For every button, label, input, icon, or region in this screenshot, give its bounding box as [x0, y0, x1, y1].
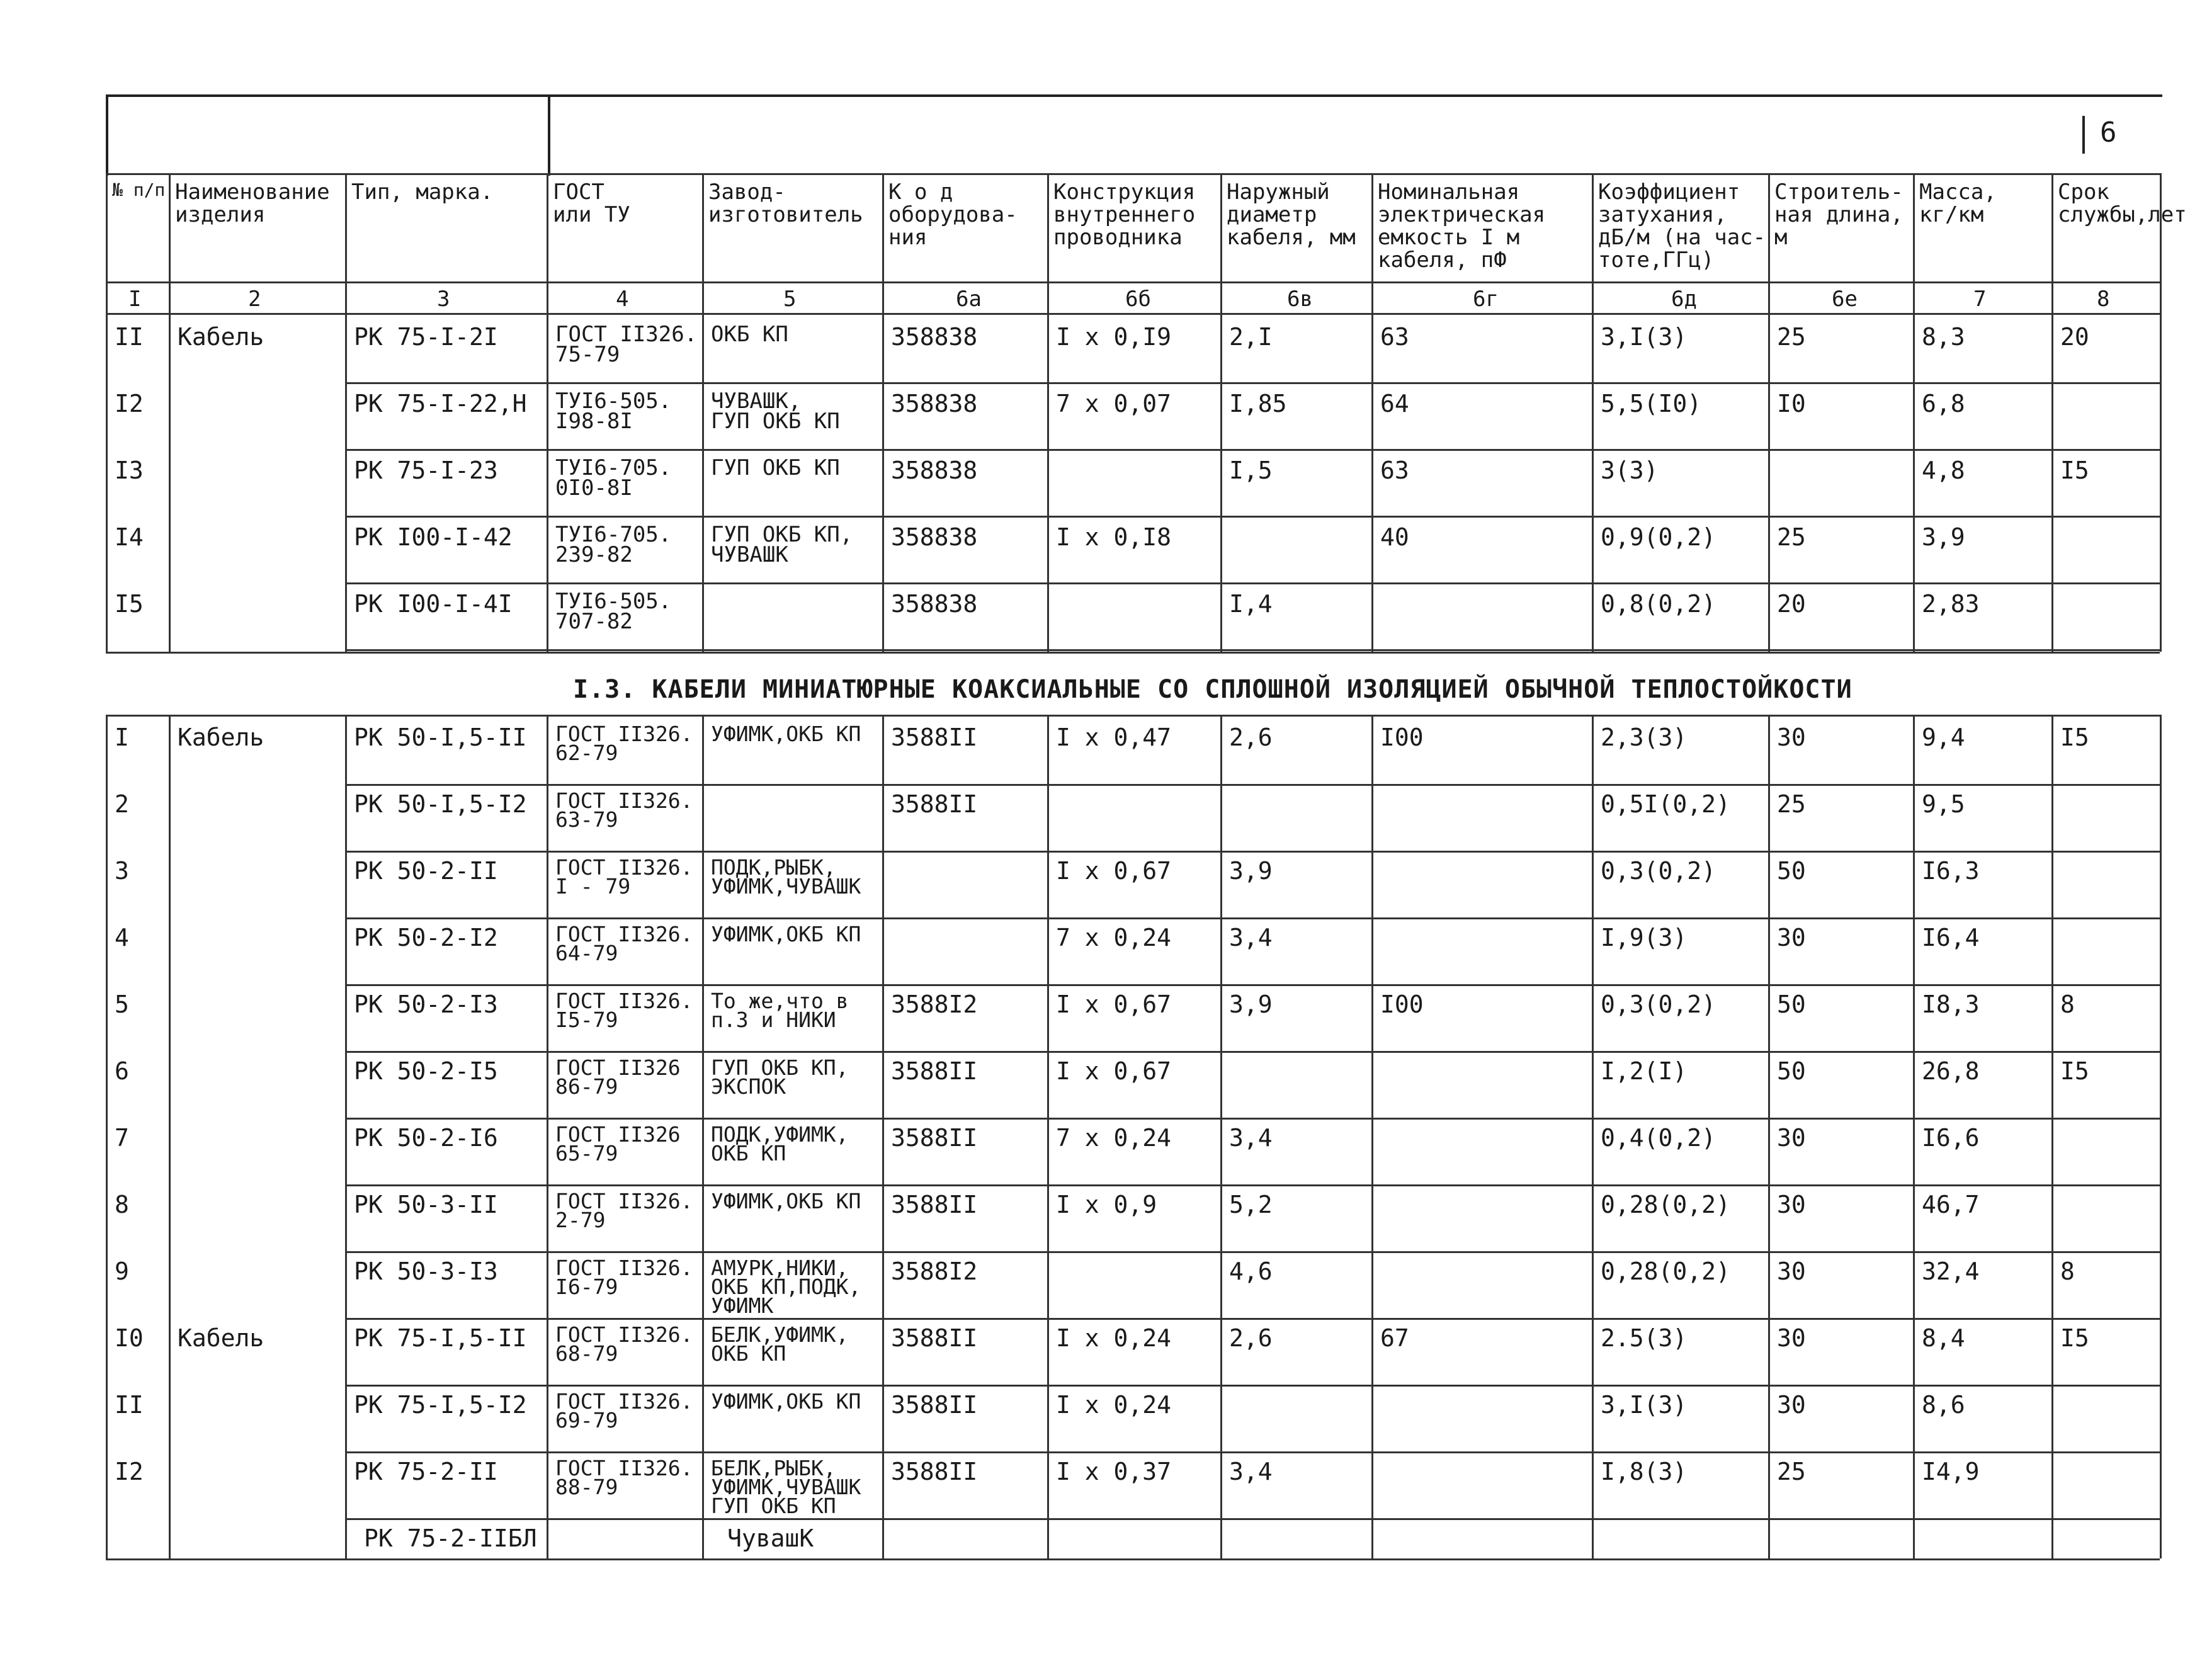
row-b-maker: То же,что в п.3 и НИКИ — [711, 989, 849, 1032]
section-a-column-rule — [702, 313, 704, 652]
header-column-rule — [1913, 173, 1915, 313]
row-b-mark: РК 50-2-II — [354, 857, 498, 885]
row-b-mass: I6,6 — [1922, 1124, 1980, 1152]
row-b-diam: 3,4 — [1229, 924, 1273, 951]
row-rule — [345, 582, 2160, 584]
row-a-name: Кабель — [178, 323, 264, 351]
page-number-divider — [2082, 116, 2085, 154]
row-a-mass: 8,3 — [1922, 323, 1965, 351]
row-b-mark: РК 50-3-I3 — [354, 1257, 498, 1285]
row-rule — [345, 1385, 2160, 1387]
row-b-mark: РК 50-2-I2 — [354, 924, 498, 951]
row-b-mark: РК 50-3-II — [354, 1191, 498, 1218]
row-b-cap: 67 — [1380, 1324, 1409, 1352]
row-rule — [345, 516, 2160, 518]
header-constr: Конструкция внутреннего проводника — [1053, 179, 1196, 250]
row-b-gost: ГОСТ II326 65-79 — [555, 1122, 681, 1166]
column-numbers-rule — [106, 313, 2160, 315]
column-number: 7 — [1973, 287, 1987, 312]
header-len: Строитель- ная длина, м — [1774, 179, 1903, 250]
row-a-no: I4 — [115, 523, 144, 551]
section-a-column-rule — [1592, 313, 1594, 652]
row-b-len: 30 — [1777, 1324, 1806, 1352]
header-column-rule — [1220, 173, 1222, 313]
row-b-mass: 32,4 — [1922, 1257, 1980, 1285]
section-a-column-rule — [1371, 313, 1373, 652]
row-a-no: I5 — [115, 590, 144, 618]
header-column-rule — [345, 173, 347, 313]
row-b-no: 6 — [115, 1057, 129, 1085]
column-number: 6г — [1473, 287, 1499, 312]
row-b-no: 3 — [115, 857, 129, 885]
section-b-column-rule — [1371, 715, 1373, 1558]
header-no: № п/п — [112, 179, 166, 200]
row-b-mass: 26,8 — [1922, 1057, 1980, 1085]
column-number: I — [128, 287, 142, 312]
row-b-mass: 9,4 — [1922, 724, 1965, 751]
row-a-len: 25 — [1777, 523, 1806, 551]
row-b-mass: I6,4 — [1922, 924, 1980, 951]
row-b-len: 30 — [1777, 1124, 1806, 1152]
header-frame — [106, 94, 2162, 176]
section-b-top-rule — [106, 715, 2160, 717]
row-b-att: I,8(3) — [1601, 1458, 1688, 1485]
row-b-maker: УФИМК,ОКБ КП — [711, 722, 861, 746]
row-b-gost: ГОСТ II326 86-79 — [555, 1055, 681, 1099]
row-b-mass: 8,4 — [1922, 1324, 1965, 1352]
cable-table — [106, 173, 2187, 1596]
row-b-diam: 3,9 — [1229, 990, 1273, 1018]
row-b-constr: I x 0,67 — [1056, 1057, 1172, 1085]
row-b-cap: I00 — [1380, 990, 1424, 1018]
row-b-constr: I x 0,67 — [1056, 990, 1172, 1018]
row-a-mark: РК I00-I-42 — [354, 523, 513, 551]
row-b-constr: I x 0,9 — [1056, 1191, 1157, 1218]
row-b-no: 7 — [115, 1124, 129, 1152]
column-number: 6в — [1287, 287, 1313, 312]
row-b-mark: РК 50-2-I5 — [354, 1057, 498, 1085]
row-b-mass: I6,3 — [1922, 857, 1980, 885]
row-rule — [345, 1184, 2160, 1186]
row-a-cap: 63 — [1380, 323, 1409, 351]
row-b-life: I5 — [2060, 1057, 2089, 1085]
row-b-constr: 7 x 0,24 — [1056, 924, 1172, 951]
row-rule — [345, 984, 2160, 986]
row-b-diam: 3,4 — [1229, 1124, 1273, 1152]
row-b-no: I2 — [115, 1458, 144, 1485]
row-a-att: 0,9(0,2) — [1601, 523, 1716, 551]
row-b-att: 0,3(0,2) — [1601, 990, 1716, 1018]
header-maker: Завод- изготовитель — [708, 179, 863, 227]
row-rule — [345, 1118, 2160, 1120]
row-b-len: 25 — [1777, 790, 1806, 818]
header-column-rule — [1592, 173, 1594, 313]
header-code: К о д оборудова- ния — [888, 179, 1018, 250]
header-diam: Наружный диаметр кабеля, мм — [1227, 179, 1356, 250]
section-b-column-rule — [1047, 715, 1049, 1558]
row-b-len: 50 — [1777, 857, 1806, 885]
row-b-maker: АМУРК,НИКИ, ОКБ КП,ПОДК, УФИМК — [711, 1256, 861, 1318]
column-number: 6а — [956, 287, 982, 312]
header-column-rule — [1768, 173, 1770, 313]
column-number: 3 — [437, 287, 450, 312]
section-b-column-rule — [702, 715, 704, 1558]
row-b-constr: I x 0,24 — [1056, 1324, 1172, 1352]
row-b-maker: УФИМК,ОКБ КП — [711, 1189, 861, 1213]
row-a-mass: 3,9 — [1922, 523, 1965, 551]
row-b-gost: ГОСТ II326. 62-79 — [555, 722, 693, 765]
row-b-no: 4 — [115, 924, 129, 951]
row-b-maker: БЕЛК,РЫБК, УФИМК,ЧУВАШК ГУП ОКБ КП — [711, 1456, 861, 1518]
row-rule — [345, 851, 2160, 853]
row-a-code: 358838 — [891, 323, 978, 351]
row-a-mark: РК 75-I-2I — [354, 323, 498, 351]
header-column-rule — [1047, 173, 1049, 313]
row-b-code: 3588II — [891, 1324, 978, 1352]
extra-row-maker: ЧувашК — [727, 1524, 814, 1552]
section-title: I.3. КАБЕЛИ МИНИАТЮРНЫЕ КОАКСИАЛЬНЫЕ СО СПЛОШНОЙ ИЗОЛЯЦИЕЙ ОБЫЧНОЙ ТЕПЛОСТОЙКОСТИ — [573, 675, 1852, 704]
column-number: 8 — [2097, 287, 2110, 312]
row-b-len: 25 — [1777, 1458, 1806, 1485]
row-b-len: 30 — [1777, 1191, 1806, 1218]
row-rule — [345, 917, 2160, 919]
row-rule — [345, 649, 2160, 651]
row-b-no: 8 — [115, 1191, 129, 1218]
row-a-constr: 7 x 0,07 — [1056, 390, 1172, 417]
section-a-bottom-rule — [106, 652, 2160, 654]
header-column-rule — [106, 173, 108, 313]
section-a-column-rule — [547, 313, 548, 652]
row-b-mark: РК 50-I,5-II — [354, 724, 527, 751]
section-b-column-rule — [345, 715, 347, 1558]
row-a-maker: ОКБ КП — [711, 322, 788, 347]
row-a-mark: РК I00-I-4I — [354, 590, 513, 618]
row-a-code: 358838 — [891, 590, 978, 618]
row-a-diam: I,4 — [1229, 590, 1273, 618]
row-b-life: 8 — [2060, 990, 2075, 1018]
row-b-gost: ГОСТ II326. I5-79 — [555, 989, 693, 1032]
row-a-code: 358838 — [891, 390, 978, 417]
section-a-column-rule — [2160, 313, 2162, 652]
row-b-gost: ГОСТ II326. 63-79 — [555, 788, 693, 832]
row-rule — [345, 784, 2160, 786]
row-a-maker: ГУП ОКБ КП, ЧУВАШК — [711, 522, 853, 567]
header-column-rule — [1371, 173, 1373, 313]
row-a-mass: 6,8 — [1922, 390, 1965, 417]
header-divider — [548, 97, 550, 176]
row-b-constr: I x 0,67 — [1056, 857, 1172, 885]
row-b-code: 3588II — [891, 790, 978, 818]
section-a-column-rule — [169, 313, 171, 652]
row-a-gost: ТУI6-505. 707-82 — [555, 589, 672, 634]
header-cap: Номинальная электрическая емкость I м кабеля, пФ — [1378, 179, 1546, 273]
row-b-diam: 2,6 — [1229, 1324, 1273, 1352]
header-gost: ГОСТ или ТУ — [553, 179, 630, 227]
row-b-att: 0,28(0,2) — [1601, 1191, 1730, 1218]
row-rule — [345, 382, 2160, 384]
row-b-maker: ПОДК,РЫБК, УФИМК,ЧУВАШК — [711, 855, 861, 899]
row-b-att: 0,3(0,2) — [1601, 857, 1716, 885]
row-b-code: 3588II — [891, 724, 978, 751]
row-b-len: 30 — [1777, 1391, 1806, 1419]
row-a-gost: ТУI6-505. I98-8I — [555, 389, 672, 434]
row-b-mass: 46,7 — [1922, 1191, 1980, 1218]
header-bottom-rule — [106, 281, 2160, 283]
row-b-code: 3588II — [891, 1458, 978, 1485]
row-a-att: 0,8(0,2) — [1601, 590, 1716, 618]
header-column-rule — [2160, 173, 2162, 313]
row-a-len: 20 — [1777, 590, 1806, 618]
section-a-column-rule — [1768, 313, 1770, 652]
column-number: 6д — [1671, 287, 1697, 312]
row-b-code: 3588II — [891, 1124, 978, 1152]
row-b-len: 50 — [1777, 1057, 1806, 1085]
section-b-column-rule — [2160, 715, 2162, 1558]
row-b-att: 0,28(0,2) — [1601, 1257, 1730, 1285]
row-a-cap: 63 — [1380, 457, 1409, 484]
row-b-len: 50 — [1777, 990, 1806, 1018]
row-b-cap: I00 — [1380, 724, 1424, 751]
row-b-code: 3588I2 — [891, 1257, 978, 1285]
row-b-no: I — [115, 724, 129, 751]
row-b-att: 2,3(3) — [1601, 724, 1688, 751]
row-a-att: 3,I(3) — [1601, 323, 1688, 351]
row-b-code: 3588II — [891, 1191, 978, 1218]
row-b-no: II — [115, 1391, 144, 1419]
row-b-len: 30 — [1777, 724, 1806, 751]
row-b-maker: ПОДК,УФИМК, ОКБ КП — [711, 1122, 849, 1166]
row-b-att: I,9(3) — [1601, 924, 1688, 951]
row-b-len: 30 — [1777, 1257, 1806, 1285]
row-b-no: I0 — [115, 1324, 144, 1352]
row-b-mass: 9,5 — [1922, 790, 1965, 818]
row-b-mark: РК 50-2-I6 — [354, 1124, 498, 1152]
row-b-att: 0,4(0,2) — [1601, 1124, 1716, 1152]
header-att: Коэффициент затухания, дБ/м (на час- тоте,ГГц) — [1598, 179, 1766, 273]
row-b-code: 3588II — [891, 1391, 978, 1419]
extra-row-mark: РК 75-2-IIБЛ — [364, 1524, 537, 1552]
row-rule — [345, 1251, 2160, 1253]
row-rule — [345, 1518, 2160, 1520]
row-a-code: 358838 — [891, 523, 978, 551]
row-b-maker: ГУП ОКБ КП, ЭКСПОК — [711, 1055, 849, 1099]
row-b-mass: I4,9 — [1922, 1458, 1980, 1485]
row-b-code: 3588I2 — [891, 990, 978, 1018]
header-column-rule — [2051, 173, 2053, 313]
row-b-maker: УФИМК,ОКБ КП — [711, 922, 861, 946]
row-b-maker: БЕЛК,УФИМК, ОКБ КП — [711, 1322, 849, 1366]
header-column-rule — [547, 173, 548, 313]
row-b-diam: 3,9 — [1229, 857, 1273, 885]
row-a-mark: РК 75-I-23 — [354, 457, 498, 484]
row-b-mark: РК 50-2-I3 — [354, 990, 498, 1018]
section-b-column-rule — [2051, 715, 2053, 1558]
row-b-gost: ГОСТ II326. 69-79 — [555, 1389, 693, 1433]
row-a-life: I5 — [2060, 457, 2089, 484]
section-a-column-rule — [1913, 313, 1915, 652]
table-bottom-rule — [106, 1558, 2160, 1560]
row-a-att: 3(3) — [1601, 457, 1659, 484]
row-a-len: I0 — [1777, 390, 1806, 417]
column-number: 6е — [1832, 287, 1858, 312]
row-a-len: 25 — [1777, 323, 1806, 351]
row-b-att: 0,5I(0,2) — [1601, 790, 1730, 818]
row-b-diam: 3,4 — [1229, 1458, 1273, 1485]
section-b-column-rule — [106, 715, 108, 1558]
row-b-life: 8 — [2060, 1257, 2075, 1285]
header-name: Наименование изделия — [175, 179, 330, 227]
header-column-rule — [882, 173, 884, 313]
row-b-constr: I x 0,24 — [1056, 1391, 1172, 1419]
section-b-column-rule — [169, 715, 171, 1558]
row-a-diam: 2,I — [1229, 323, 1273, 351]
row-a-gost: ТУI6-705. 0I0-8I — [555, 455, 672, 501]
section-a-column-rule — [1047, 313, 1049, 652]
row-a-mass: 4,8 — [1922, 457, 1965, 484]
row-b-no: 5 — [115, 990, 129, 1018]
row-a-cap: 40 — [1380, 523, 1409, 551]
section-b-column-rule — [1592, 715, 1594, 1558]
row-b-mark: РК 75-I,5-II — [354, 1324, 527, 1352]
row-b-diam: 2,6 — [1229, 724, 1273, 751]
row-b-no: 2 — [115, 790, 129, 818]
row-b-gost: ГОСТ II326. I6-79 — [555, 1256, 693, 1299]
row-b-gost: ГОСТ II326. 68-79 — [555, 1322, 693, 1366]
row-b-gost: ГОСТ II326. I - 79 — [555, 855, 693, 899]
section-a-column-rule — [2051, 313, 2053, 652]
row-b-gost: ГОСТ II326. 64-79 — [555, 922, 693, 965]
row-rule — [345, 449, 2160, 451]
row-b-mass: I8,3 — [1922, 990, 1980, 1018]
row-a-constr: I x 0,I9 — [1056, 323, 1172, 351]
row-b-maker: УФИМК,ОКБ КП — [711, 1389, 861, 1414]
header-column-rule — [169, 173, 171, 313]
row-a-maker: ГУП ОКБ КП — [711, 455, 840, 480]
header-column-rule — [702, 173, 704, 313]
header-mass: Масса, кг/км — [1919, 179, 1997, 227]
row-a-maker: ЧУВАШК, ГУП ОКБ КП — [711, 389, 840, 434]
section-b-column-rule — [1220, 715, 1222, 1558]
row-b-name: Кабель — [178, 724, 264, 751]
row-b-diam: 5,2 — [1229, 1191, 1273, 1218]
row-b-gost: ГОСТ II326. 2-79 — [555, 1189, 693, 1232]
row-b-code: 3588II — [891, 1057, 978, 1085]
row-rule — [345, 1318, 2160, 1320]
row-b-mass: 8,6 — [1922, 1391, 1965, 1419]
row-a-no: I2 — [115, 390, 144, 417]
row-b-life: I5 — [2060, 1324, 2089, 1352]
column-number: 6б — [1125, 287, 1151, 312]
row-a-no: I3 — [115, 457, 144, 484]
row-a-no: II — [115, 323, 144, 351]
row-b-gost: ГОСТ II326. 88-79 — [555, 1456, 693, 1499]
section-b-column-rule — [1913, 715, 1915, 1558]
column-number: 5 — [783, 287, 797, 312]
column-number: 2 — [248, 287, 261, 312]
row-a-diam: I,85 — [1229, 390, 1287, 417]
header-mark: Тип, марка. — [351, 179, 494, 205]
page-number: 6 — [2100, 116, 2117, 149]
row-b-constr: 7 x 0,24 — [1056, 1124, 1172, 1152]
row-a-mark: РК 75-I-22,Н — [354, 390, 527, 417]
row-rule — [345, 1051, 2160, 1053]
column-number: 4 — [616, 287, 629, 312]
row-a-mass: 2,83 — [1922, 590, 1980, 618]
section-a-column-rule — [1220, 313, 1222, 652]
row-b-name: Кабель — [178, 1324, 264, 1352]
section-a-column-rule — [106, 313, 108, 652]
section-b-column-rule — [882, 715, 884, 1558]
row-b-constr: I x 0,37 — [1056, 1458, 1172, 1485]
row-a-gost: ТУI6-705. 239-82 — [555, 522, 672, 567]
row-b-mark: РК 50-I,5-I2 — [354, 790, 527, 818]
row-a-code: 358838 — [891, 457, 978, 484]
row-a-cap: 64 — [1380, 390, 1409, 417]
table-top-rule — [106, 173, 2160, 175]
row-a-diam: I,5 — [1229, 457, 1273, 484]
section-a-column-rule — [882, 313, 884, 652]
row-b-life: I5 — [2060, 724, 2089, 751]
row-rule — [345, 1451, 2160, 1453]
section-a-column-rule — [345, 313, 347, 652]
row-a-gost: ГОСТ II326. 75-79 — [555, 322, 698, 367]
row-b-att: I,2(I) — [1601, 1057, 1688, 1085]
row-a-att: 5,5(I0) — [1601, 390, 1702, 417]
row-b-mark: РК 75-2-II — [354, 1458, 498, 1485]
row-b-constr: I x 0,47 — [1056, 724, 1172, 751]
row-a-life: 20 — [2060, 323, 2089, 351]
section-b-column-rule — [1768, 715, 1770, 1558]
row-b-att: 3,I(3) — [1601, 1391, 1688, 1419]
row-b-mark: РК 75-I,5-I2 — [354, 1391, 527, 1419]
header-life: Срок службы,лет — [2058, 179, 2187, 227]
row-a-constr: I x 0,I8 — [1056, 523, 1172, 551]
row-b-len: 30 — [1777, 924, 1806, 951]
row-b-no: 9 — [115, 1257, 129, 1285]
row-b-diam: 4,6 — [1229, 1257, 1273, 1285]
section-b-column-rule — [547, 715, 548, 1558]
row-b-att: 2.5(3) — [1601, 1324, 1688, 1352]
